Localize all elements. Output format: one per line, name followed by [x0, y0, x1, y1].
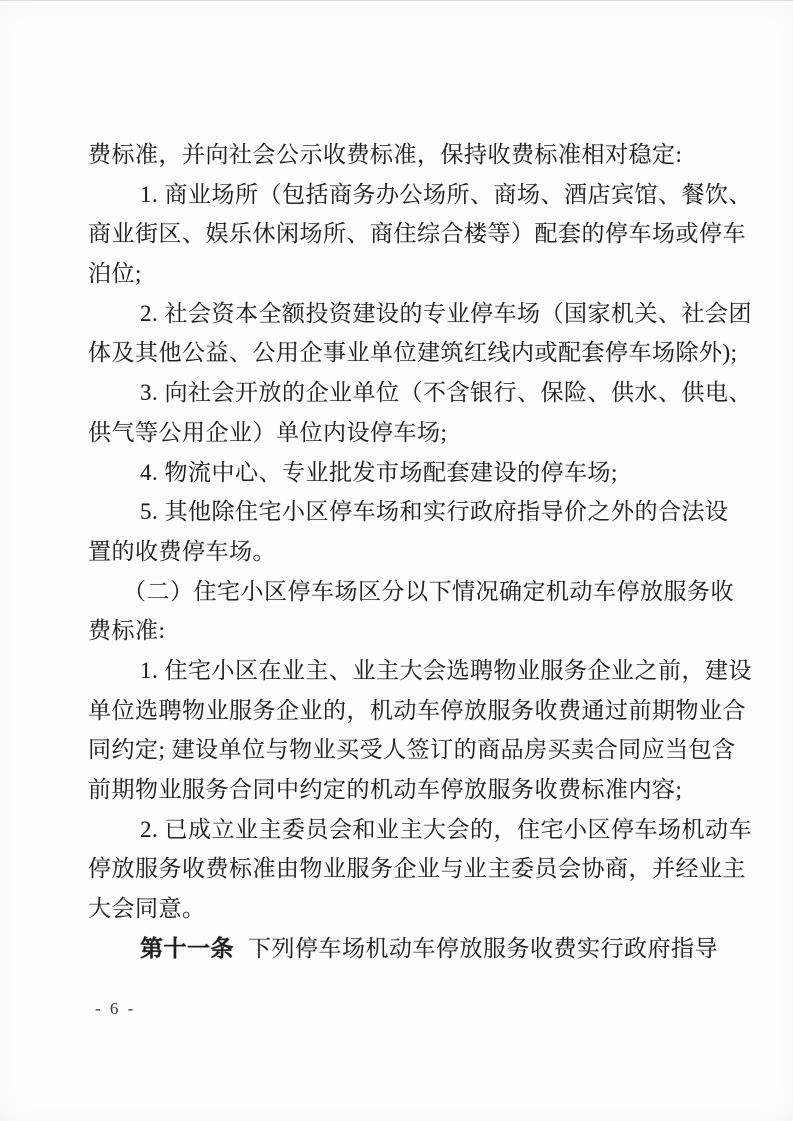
text-line: 5. 其他除住宅小区停车场和实行政府指导价之外的合法设 — [140, 499, 729, 525]
text-line: （二）住宅小区停车场区分以下情况确定机动车停放服务收 — [123, 578, 734, 604]
text-line: 1. 商业场所（包括商务办公场所、商场、酒店宾馆、餐饮、 — [140, 181, 752, 207]
article-line — [88, 929, 738, 969]
text-line: 大会同意。 — [88, 896, 206, 922]
page-number: - 6 - — [95, 999, 136, 1018]
article-number: 第十一条 — [140, 935, 234, 961]
text-line: 2. 社会资本全额投资建设的专业停车场（国家机关、社会团 — [140, 300, 752, 326]
text-line: 置的收费停车场。 — [88, 538, 276, 564]
text-line: 体及其他公益、公用企事业单位建筑红线内或配套停车场除外); — [88, 340, 738, 366]
text-line: 供气等公用企业）单位内设停车场; — [88, 419, 448, 445]
text-line: 1. 住宅小区在业主、业主大会选聘物业服务企业之前，建设 — [140, 657, 752, 683]
document-body — [88, 135, 752, 968]
text-line: 泊位; — [88, 261, 142, 287]
text-line: 3. 向社会开放的企业单位（不含银行、保险、供水、供电、 — [140, 380, 752, 406]
text-line: 2. 已成立业主委员会和业主大会的，住宅小区停车场机动车 — [140, 816, 752, 842]
text-line: 前期物业服务合同中约定的机动车停放服务收费标准内容; — [88, 777, 683, 802]
text-line: 商业街区、娱乐休闲场所、商住综合楼等）配套的停车场或停车 — [88, 221, 746, 247]
text-line: 同约定; 建设单位与物业买受人签订的商品房买卖合同应当包含 — [88, 737, 736, 763]
text-line: 费标准，并向社会公示收费标准，保持收费标准相对稳定: — [88, 142, 683, 167]
article-text: 下列停车场机动车停放服务收费实行政府指导 — [248, 935, 718, 961]
text-line: 停放服务收费标准由物业服务企业与业主委员会协商，并经业主 — [88, 856, 746, 882]
text-line: 单位选聘物业服务企业的，机动车停放服务收费通过前期物业合 — [88, 697, 746, 723]
text-line: 4. 物流中心、专业批发市场配套建设的停车场; — [140, 459, 618, 485]
text-line: 费标准: — [88, 618, 166, 644]
